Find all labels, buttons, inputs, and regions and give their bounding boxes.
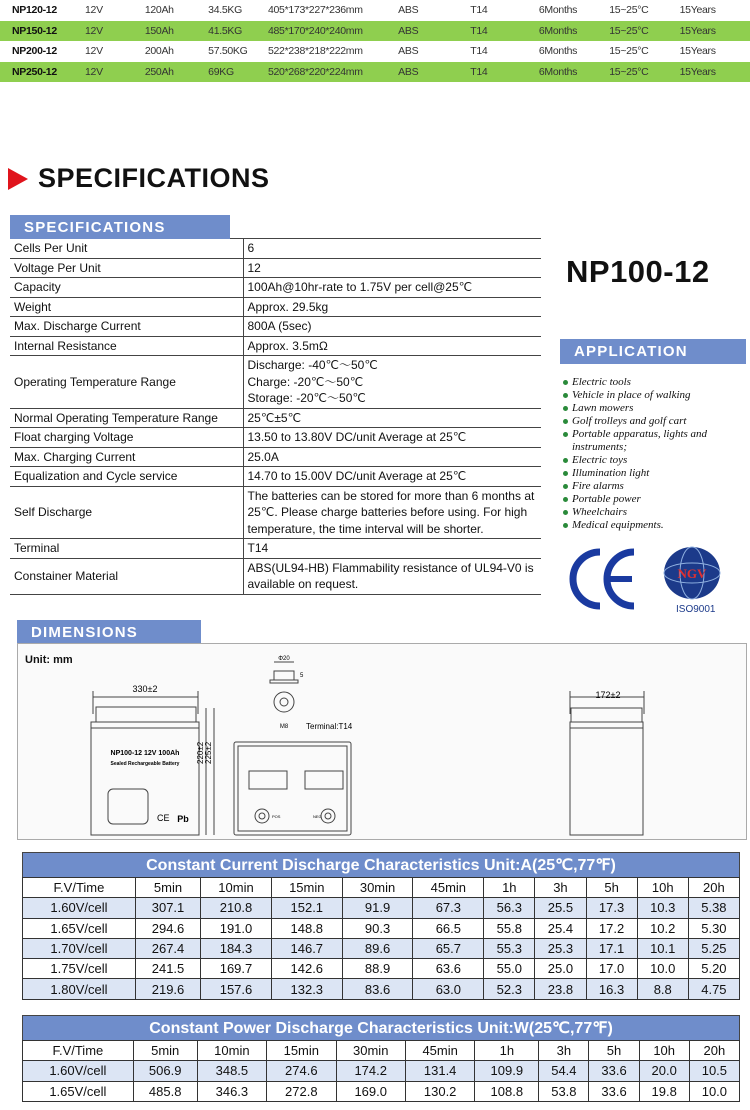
specifications-table	[10, 239, 541, 595]
column-header: F.V/Time	[23, 878, 136, 898]
table-cell: 33.6	[589, 1061, 639, 1081]
spec-row	[10, 486, 541, 539]
spec-label: Max. Charging Current	[10, 447, 243, 467]
table-cell: 132.3	[271, 979, 342, 999]
spec-row	[10, 297, 541, 317]
table-cell: 1.80V/cell	[23, 979, 136, 999]
model-cell: 6Months	[538, 45, 578, 58]
spec-value: 13.50 to 13.80V DC/unit Average at 25℃	[243, 428, 541, 448]
table-cell: 63.6	[413, 959, 484, 979]
table-cell: 55.0	[484, 959, 535, 979]
table-cell: 10.1	[637, 938, 688, 958]
model-cell: 15~25°C	[609, 65, 649, 78]
table-cell: 131.4	[405, 1061, 474, 1081]
table-row	[23, 959, 740, 979]
table-cell: 17.0	[586, 959, 637, 979]
table-cell: 184.3	[201, 938, 272, 958]
application-item: Wheelchairs	[562, 506, 750, 519]
triangle-bullet-icon	[8, 168, 28, 190]
spec-label: Internal Resistance	[10, 336, 243, 356]
table-cell: 169.7	[201, 959, 272, 979]
column-header: 5min	[133, 1041, 197, 1061]
svg-text:NGV: NGV	[677, 566, 707, 581]
table-row	[23, 979, 740, 999]
table-cell: 274.6	[267, 1061, 336, 1081]
table-cell: 4.75	[688, 979, 739, 999]
model-cell: T14	[470, 4, 488, 17]
table-row	[23, 938, 740, 958]
dimensions-drawing	[17, 643, 747, 840]
spec-label: Self Discharge	[10, 486, 243, 539]
column-header: 5min	[135, 878, 200, 898]
model-cell: 12V	[85, 4, 103, 17]
table-cell: 272.8	[267, 1081, 336, 1101]
model-cell: 6Months	[538, 65, 578, 78]
column-header: 45min	[405, 1041, 474, 1061]
table-cell: 23.8	[535, 979, 586, 999]
table-row	[23, 1081, 740, 1101]
svg-text:330±2: 330±2	[132, 684, 158, 694]
table-cell: 241.5	[135, 959, 200, 979]
table-cell: 506.9	[133, 1061, 197, 1081]
table-cell: 1.70V/cell	[23, 938, 136, 958]
table-cell: 1.65V/cell	[23, 1081, 134, 1101]
table-cell: 10.3	[637, 898, 688, 918]
table-cell: 56.3	[484, 898, 535, 918]
spec-row	[10, 356, 541, 409]
table-cell: 346.3	[197, 1081, 266, 1101]
table-cell: 169.0	[336, 1081, 405, 1101]
application-item: Vehicle in place of walking	[562, 389, 750, 402]
spec-label: Voltage Per Unit	[10, 258, 243, 278]
table-header-row	[23, 1041, 740, 1061]
model-cell: ABS	[398, 45, 419, 58]
table-cell: 210.8	[201, 898, 272, 918]
table-cell: 91.9	[342, 898, 413, 918]
table-cell: 146.7	[271, 938, 342, 958]
spec-label: Constainer Material	[10, 558, 243, 594]
column-header: 10min	[201, 878, 272, 898]
application-tab: APPLICATION	[560, 339, 746, 364]
application-list	[562, 376, 750, 532]
model-cell: 12V	[85, 65, 103, 78]
model-cell: 15Years	[679, 65, 716, 78]
application-item: Electric toys	[562, 454, 750, 467]
column-header: 10h	[639, 1041, 689, 1061]
svg-text:Φ20: Φ20	[278, 656, 290, 662]
model-cell: 12V	[85, 24, 103, 37]
application-item: Medical equipments.	[562, 519, 750, 532]
table-cell: 10.0	[689, 1081, 739, 1101]
table-cell: 67.3	[413, 898, 484, 918]
column-header: F.V/Time	[23, 1041, 134, 1061]
svg-text:NP100-12 12V 100Ah: NP100-12 12V 100Ah	[110, 750, 180, 757]
application-item: Portable apparatus, lights and instruments;	[562, 428, 750, 454]
model-cell: 250Ah	[144, 65, 174, 78]
model-row	[0, 41, 750, 62]
table-cell: 148.8	[271, 918, 342, 938]
table-row	[23, 1061, 740, 1081]
table-cell: 55.3	[484, 938, 535, 958]
table-cell: 10.0	[637, 959, 688, 979]
table-cell: 89.6	[342, 938, 413, 958]
spec-value: ABS(UL94-HB) Flammability resistance of UL94-V0 is available on request.	[243, 558, 541, 594]
table-cell: 294.6	[135, 918, 200, 938]
model-cell: 200Ah	[144, 45, 174, 58]
model-cell: NP200-12	[12, 45, 57, 58]
table-cell: 1.75V/cell	[23, 959, 136, 979]
spec-label: Capacity	[10, 278, 243, 298]
ngv-logo-icon	[662, 545, 722, 601]
spec-label: Terminal	[10, 539, 243, 559]
svg-text:225±2: 225±2	[204, 741, 213, 764]
table-cell: 108.8	[475, 1081, 539, 1101]
model-cell: 6Months	[538, 4, 578, 17]
model-cell: 520*268*220*224mm	[267, 65, 363, 78]
spec-value: 12	[243, 258, 541, 278]
spec-value: Discharge: -40℃～50℃ Charge: -20℃～50℃ Storage: -20℃～50℃	[243, 356, 541, 409]
spec-value: 6	[243, 239, 541, 258]
battery-drawing	[18, 644, 748, 841]
model-cell: 485*170*240*240mm	[267, 24, 363, 37]
model-cell: 34.5KG	[208, 4, 242, 17]
table-row	[23, 918, 740, 938]
model-cell: 15~25°C	[609, 45, 649, 58]
svg-text:NEG: NEG	[313, 814, 322, 819]
column-header: 3h	[535, 878, 586, 898]
table-cell: 307.1	[135, 898, 200, 918]
model-cell: 41.5KG	[208, 24, 242, 37]
column-header: 45min	[413, 878, 484, 898]
model-cell: 522*238*218*222mm	[267, 45, 363, 58]
spec-label: Cells Per Unit	[10, 239, 243, 258]
column-header: 20h	[688, 878, 739, 898]
svg-text:POS: POS	[272, 814, 281, 819]
column-header: 30min	[336, 1041, 405, 1061]
application-item: Lawn mowers	[562, 402, 750, 415]
model-cell: T14	[470, 45, 488, 58]
table-cell: 16.3	[586, 979, 637, 999]
spec-row	[10, 278, 541, 298]
model-cell: T14	[470, 65, 488, 78]
model-row	[0, 0, 750, 21]
table-cell: 10.2	[637, 918, 688, 938]
model-cell: NP120-12	[12, 4, 57, 17]
table-cell: 66.5	[413, 918, 484, 938]
table-cell: 17.1	[586, 938, 637, 958]
table-cell: 1.60V/cell	[23, 1061, 134, 1081]
table-cell: 83.6	[342, 979, 413, 999]
model-cell: ABS	[398, 24, 419, 37]
svg-text:M8: M8	[279, 724, 289, 730]
column-header: 10h	[637, 878, 688, 898]
table-cell: 20.0	[639, 1061, 689, 1081]
model-cell: 69KG	[208, 65, 234, 78]
ce-mark-icon	[566, 546, 638, 612]
spec-value: Approx. 3.5mΩ	[243, 336, 541, 356]
model-cell: 120Ah	[144, 4, 174, 17]
power-discharge-table	[22, 1015, 740, 1102]
table-cell: 152.1	[271, 898, 342, 918]
model-cell: 57.50KG	[208, 45, 248, 58]
model-cell: ABS	[398, 65, 419, 78]
spec-value: 800A (5sec)	[243, 317, 541, 337]
table-cell: 157.6	[201, 979, 272, 999]
section-title: SPECIFICATIONS	[38, 163, 270, 193]
unit-label: Unit: mm	[25, 654, 73, 666]
current-discharge-table	[22, 852, 740, 1000]
table-cell: 90.3	[342, 918, 413, 938]
table-cell: 191.0	[201, 918, 272, 938]
application-item: Golf trolleys and golf cart	[562, 415, 750, 428]
model-row	[0, 62, 750, 83]
column-header: 10min	[197, 1041, 266, 1061]
application-item: Portable power	[562, 493, 750, 506]
table-cell: 33.6	[589, 1081, 639, 1101]
svg-text:220±2: 220±2	[196, 741, 205, 764]
model-cell: NP150-12	[12, 24, 57, 37]
model-cell: 15~25°C	[609, 24, 649, 37]
application-item: Illumination light	[562, 467, 750, 480]
table-cell: 25.5	[535, 898, 586, 918]
spec-row	[10, 408, 541, 428]
spec-row	[10, 317, 541, 337]
table-cell: 1.60V/cell	[23, 898, 136, 918]
spec-row	[10, 447, 541, 467]
column-header: 15min	[267, 1041, 336, 1061]
spec-value: 100Ah@10hr-rate to 1.75V per cell@25℃	[243, 278, 541, 298]
table-cell: 19.8	[639, 1081, 689, 1101]
model-cell: ABS	[398, 4, 419, 17]
model-cell: 15Years	[679, 45, 716, 58]
table-cell: 25.0	[535, 959, 586, 979]
spec-row	[10, 558, 541, 594]
section-heading	[8, 163, 270, 194]
table-cell: 53.8	[539, 1081, 589, 1101]
table-cell: 219.6	[135, 979, 200, 999]
spec-row	[10, 336, 541, 356]
model-cell: 150Ah	[144, 24, 174, 37]
application-item: Fire alarms	[562, 480, 750, 493]
spec-value: 25.0A	[243, 447, 541, 467]
spec-row	[10, 539, 541, 559]
column-header: 30min	[342, 878, 413, 898]
svg-text:172±2: 172±2	[595, 690, 621, 700]
model-comparison-table	[0, 0, 750, 82]
table-cell: 17.3	[586, 898, 637, 918]
column-header: 20h	[689, 1041, 739, 1061]
model-cell: 15Years	[679, 24, 716, 37]
spec-row	[10, 258, 541, 278]
model-cell: 6Months	[538, 24, 578, 37]
table-cell: 5.20	[688, 959, 739, 979]
iso-label: ISO9001	[676, 604, 716, 615]
table-cell: 63.0	[413, 979, 484, 999]
table-cell: 25.3	[535, 938, 586, 958]
spec-row	[10, 428, 541, 448]
table-cell: 142.6	[271, 959, 342, 979]
table-cell: 17.2	[586, 918, 637, 938]
model-cell: 12V	[85, 45, 103, 58]
spec-label: Operating Temperature Range	[10, 356, 243, 409]
table-cell: 52.3	[484, 979, 535, 999]
table-cell: 88.9	[342, 959, 413, 979]
spec-value: 25℃±5℃	[243, 408, 541, 428]
svg-text:5: 5	[300, 673, 304, 679]
table-cell: 130.2	[405, 1081, 474, 1101]
svg-text:CE: CE	[157, 813, 170, 823]
table-title: Constant Current Discharge Characteristics Unit:A(25℃,77℉)	[22, 852, 740, 877]
table-cell: 55.8	[484, 918, 535, 938]
spec-label: Float charging Voltage	[10, 428, 243, 448]
table-cell: 10.5	[689, 1061, 739, 1081]
table-cell: 5.30	[688, 918, 739, 938]
table-cell: 109.9	[475, 1061, 539, 1081]
column-header: 5h	[589, 1041, 639, 1061]
table-header-row	[23, 878, 740, 898]
model-title: NP100-12	[566, 254, 710, 289]
table-cell: 485.8	[133, 1081, 197, 1101]
model-cell: 405*173*227*236mm	[267, 4, 363, 17]
spec-value: Approx. 29.5kg	[243, 297, 541, 317]
spec-label: Weight	[10, 297, 243, 317]
model-cell: 15Years	[679, 4, 716, 17]
column-header: 3h	[539, 1041, 589, 1061]
table-cell: 174.2	[336, 1061, 405, 1081]
model-cell: T14	[470, 24, 488, 37]
spec-label: Equalization and Cycle service	[10, 467, 243, 487]
table-cell: 5.38	[688, 898, 739, 918]
spec-label: Max. Discharge Current	[10, 317, 243, 337]
svg-text:Terminal:T14: Terminal:T14	[306, 722, 353, 731]
column-header: 1h	[475, 1041, 539, 1061]
table-cell: 8.8	[637, 979, 688, 999]
spec-value: T14	[243, 539, 541, 559]
table-cell: 65.7	[413, 938, 484, 958]
column-header: 15min	[271, 878, 342, 898]
model-row	[0, 21, 750, 42]
table-cell: 25.4	[535, 918, 586, 938]
dimensions-tab: DIMENSIONS	[17, 620, 201, 644]
table-cell: 267.4	[135, 938, 200, 958]
table-row	[23, 898, 740, 918]
svg-text:Pb: Pb	[177, 814, 189, 824]
spec-value: The batteries can be stored for more than 6 months at 25℃. Please charge batteries before using. For high temperature, the time interval will be shorter.	[243, 486, 541, 539]
svg-text:Sealed Rechargeable Battery: Sealed Rechargeable Battery	[110, 761, 180, 767]
spec-row	[10, 467, 541, 487]
table-title: Constant Power Discharge Characteristics Unit:W(25℃,77℉)	[22, 1015, 740, 1040]
application-item: Electric tools	[562, 376, 750, 389]
column-header: 1h	[484, 878, 535, 898]
table-cell: 1.65V/cell	[23, 918, 136, 938]
model-cell: NP250-12	[12, 65, 57, 78]
spec-value: 14.70 to 15.00V DC/unit Average at 25℃	[243, 467, 541, 487]
table-cell: 5.25	[688, 938, 739, 958]
table-cell: 348.5	[197, 1061, 266, 1081]
model-cell: 15~25°C	[609, 4, 649, 17]
table-cell: 54.4	[539, 1061, 589, 1081]
spec-label: Normal Operating Temperature Range	[10, 408, 243, 428]
specifications-tab: SPECIFICATIONS	[10, 215, 230, 239]
spec-row	[10, 239, 541, 258]
column-header: 5h	[586, 878, 637, 898]
